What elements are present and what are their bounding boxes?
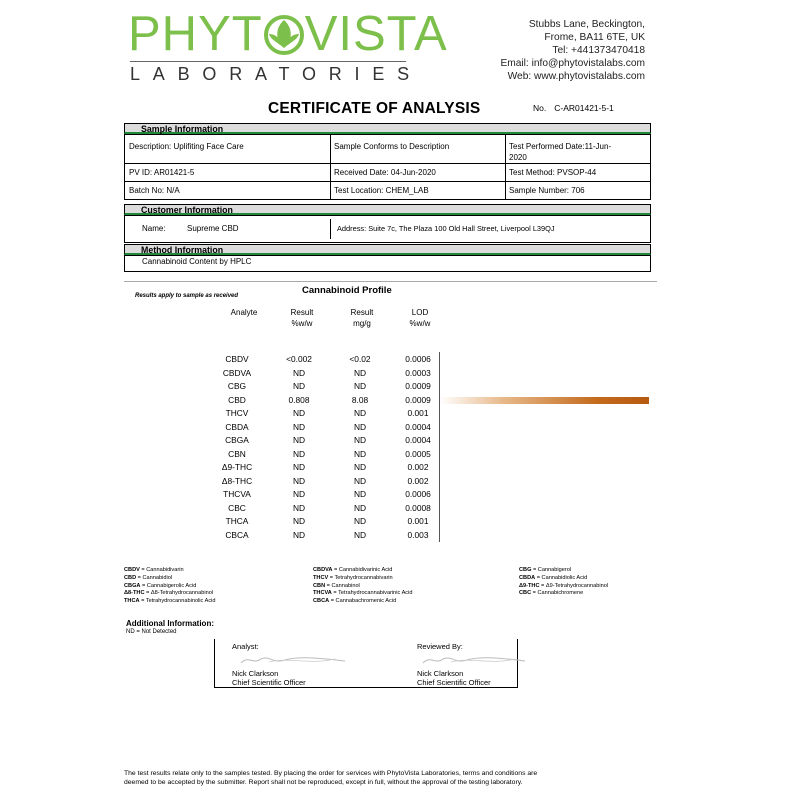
cell-lod: 0.002 (407, 462, 429, 472)
column-header-line: LOD (411, 308, 429, 317)
glossary-abbr: THCA (124, 598, 140, 605)
glossary-item (124, 583, 215, 591)
certificate-number-label: No. (533, 103, 547, 113)
cell-analyte: CBDV (225, 354, 249, 364)
contact-line: Email: info@phytovistalabs.com (500, 58, 645, 69)
cell-analyte: THCV (225, 408, 249, 418)
cell-pct: ND (292, 421, 306, 432)
glossary-item (124, 575, 215, 583)
cell-pct: 0.808 (288, 394, 310, 405)
contact-block (500, 18, 645, 83)
cell-analyte: CBGA (225, 435, 249, 445)
cell-mg: ND (353, 448, 367, 459)
table-divider (125, 181, 650, 182)
glossary-def: = Tetrahydrocannabivarinic Acid (331, 590, 413, 597)
glossary-def: = Cannabachromenic Acid (329, 598, 397, 605)
cell-analyte: Δ9-THC (221, 462, 253, 472)
glossary-abbr: CBCA (313, 598, 330, 605)
table-row (0, 475, 800, 487)
column-header-result-pct (280, 307, 324, 329)
cell-mg: 8.08 (351, 394, 369, 405)
reviewer-name: Nick Clarkson (417, 669, 464, 678)
cell-lod: 0.001 (407, 516, 429, 526)
glossary-abbr: CBDA (519, 574, 536, 581)
table-divider (125, 163, 650, 164)
glossary-abbr: CBDV (124, 567, 140, 573)
glossary-item (313, 567, 412, 575)
nd-note: ND = Not Detected (126, 629, 177, 635)
glossary-def: = Cannabidiol (136, 574, 173, 581)
glossary-col-2 (313, 567, 412, 606)
glossary-abbr: CBC (519, 590, 532, 597)
glossary-item (519, 583, 608, 591)
certificate-number (533, 103, 614, 113)
table-row (0, 488, 800, 500)
table-row (0, 529, 800, 541)
column-header-line: Result (290, 308, 314, 317)
cell-lod: 0.0004 (405, 421, 431, 432)
cell-analyte: CBN (228, 448, 246, 459)
separator-line (124, 281, 657, 282)
cell-mg: ND (353, 475, 367, 486)
table-row (0, 515, 800, 527)
method-info-heading: Method Information (124, 244, 651, 255)
cell-analyte: CBDVA (222, 367, 252, 378)
table-row (0, 421, 800, 433)
glossary-abbr: CBG (519, 567, 532, 573)
cell-lod: 0.001 (407, 408, 429, 418)
customer-info-heading: Customer Information (124, 204, 651, 215)
cell-analyte: THCVA (223, 489, 251, 499)
glossary-abbr: CBD (124, 574, 137, 581)
glossary-def: = Cannabinol (325, 582, 360, 589)
batch-number: Batch No: N/A (129, 186, 180, 195)
cell-pct: ND (292, 489, 306, 499)
footer-disclaimer (124, 769, 684, 787)
cell-pct: ND (292, 462, 306, 472)
method-info-box (124, 255, 651, 272)
column-header-line: Result (350, 308, 374, 317)
logo (128, 4, 448, 64)
cell-mg: ND (353, 381, 367, 391)
glossary-def: = Tetrahydrocannabivarin (328, 574, 393, 581)
glossary-def: = Tetrahydrocannabinolic Acid (139, 598, 216, 605)
glossary-item (313, 575, 412, 583)
footer-line: deemed to be accepted by the submitter. Report shall not be reproduced, except in full, without the approval of the testing laboratory. (124, 779, 523, 786)
logo-text-part2: VISTA (304, 7, 448, 61)
profile-title: Cannabinoid Profile (302, 285, 392, 296)
reviewer-title: Chief Scientific Officer (417, 678, 491, 687)
glossary-abbr: THCV (313, 574, 329, 581)
signature-box (214, 639, 518, 688)
column-header-line: %w/w (291, 319, 313, 328)
cell-mg: <0.02 (349, 354, 371, 364)
customer-info-table (124, 215, 651, 243)
column-header-result-mg (340, 307, 384, 329)
pv-id: PV ID: AR01421-5 (129, 168, 195, 177)
cell-mg: ND (353, 462, 367, 472)
cell-mg: ND (353, 529, 367, 540)
table-row (0, 407, 800, 419)
column-header-lod (398, 307, 442, 329)
cell-analyte: CBCA (225, 529, 249, 540)
customer-name: Supreme CBD (187, 224, 239, 233)
test-performed-date: Test Performed Date:11-Jun- (509, 142, 612, 151)
cell-lod: 0.0008 (405, 502, 431, 513)
sample-description: Description: Uplifiting Face Care (129, 142, 244, 151)
cell-analyte: THCA (225, 516, 249, 526)
cell-mg: ND (353, 367, 367, 378)
leaf-logo-icon (263, 10, 305, 54)
sample-info-heading: Sample Information (124, 123, 651, 134)
table-row (0, 394, 800, 406)
results-note: Results apply to sample as received (135, 293, 239, 299)
glossary-item (124, 598, 215, 606)
glossary-item (313, 590, 412, 598)
cell-mg: ND (353, 421, 367, 432)
glossary-def: = Cannabidivarinic Acid (332, 567, 393, 573)
glossary-abbr: CBGA (124, 582, 141, 589)
glossary-def: = Cannabigerol (531, 567, 572, 573)
contact-line: Web: www.phytovistalabs.com (507, 71, 645, 82)
cell-lod: 0.0009 (405, 394, 431, 405)
logo-divider (130, 61, 406, 62)
cell-lod: 0.0006 (405, 489, 431, 499)
test-method: Test Method: PVSOP-44 (509, 168, 597, 177)
contact-line: Stubbs Lane, Beckington, (528, 19, 645, 30)
cell-lod: 0.0009 (405, 381, 431, 391)
glossary-item (313, 598, 412, 606)
glossary-def: = Cannabigerolic Acid (140, 582, 197, 589)
cell-pct: ND (292, 435, 306, 445)
table-row (0, 448, 800, 460)
cell-lod: 0.0006 (405, 354, 431, 364)
glossary-col-1 (124, 567, 215, 606)
table-row (0, 434, 800, 446)
certificate-number-value: C-AR01421-5-1 (554, 103, 614, 113)
sample-info-table (124, 134, 651, 200)
glossary-abbr: CBN (313, 582, 326, 589)
analyst-signature-icon (239, 653, 349, 667)
cbd-bar (440, 397, 649, 404)
cell-pct: ND (292, 516, 306, 526)
cell-mg: ND (353, 408, 367, 418)
cell-mg: ND (353, 489, 367, 499)
table-row (0, 380, 800, 392)
sample-conforms: Sample Conforms to Description (334, 142, 450, 151)
contact-line: Tel: +441373470418 (552, 45, 645, 56)
cell-analyte: Δ8-THC (221, 475, 253, 486)
additional-info-heading: Additional Information: (126, 619, 214, 628)
cell-lod: 0.003 (407, 529, 429, 540)
column-header-line: %w/w (409, 319, 431, 328)
cell-pct: ND (292, 381, 306, 391)
logo-text-part1: PHYT (128, 7, 263, 61)
glossary-def: = Δ9-Tetrahydrocannabinol (539, 582, 609, 589)
glossary-item (124, 567, 215, 575)
cell-lod: 0.0004 (405, 435, 431, 445)
cell-analyte: CBG (227, 381, 247, 391)
cell-pct: ND (292, 475, 306, 486)
glossary-abbr: Δ8-THC (124, 590, 145, 597)
cell-analyte: CBDA (225, 421, 249, 432)
customer-address: Address: Suite 7c, The Plaza 100 Old Hall Street, Liverpool L39QJ (337, 224, 555, 233)
glossary-item (124, 590, 215, 598)
column-header-line: mg/g (353, 319, 371, 328)
glossary-item (519, 590, 608, 598)
reviewer-signature-icon (421, 653, 531, 667)
cell-mg: ND (353, 435, 367, 445)
cell-mg: ND (353, 516, 367, 526)
cell-lod: 0.0005 (405, 448, 431, 459)
cell-analyte: CBC (228, 502, 246, 513)
cell-pct: ND (292, 448, 306, 459)
glossary-def: = Cannabichromene (531, 590, 584, 597)
sample-number: Sample Number: 706 (509, 186, 585, 195)
column-header-analyte: Analyte (230, 308, 258, 317)
cell-pct: ND (292, 408, 306, 418)
cell-lod: 0.002 (407, 475, 429, 486)
test-location: Test Location: CHEM_LAB (334, 186, 429, 195)
logo-subtitle: LABORATORIES (130, 64, 422, 84)
cell-pct: <0.002 (286, 354, 312, 364)
glossary-def: = Cannabidivarin (139, 567, 184, 573)
table-divider (330, 219, 331, 239)
glossary-abbr: Δ9-THC (519, 582, 540, 589)
received-date: Received Date: 04-Jun-2020 (334, 168, 436, 177)
table-row (0, 502, 800, 514)
table-divider (505, 135, 506, 199)
table-divider (330, 135, 331, 199)
glossary-item (519, 567, 608, 575)
table-row (0, 353, 800, 365)
chart-axis (439, 352, 440, 542)
cell-lod: 0.0003 (405, 367, 431, 378)
cell-pct: ND (292, 367, 306, 378)
customer-name-label: Name: (142, 224, 166, 233)
glossary-item (313, 583, 412, 591)
table-row (0, 461, 800, 473)
contact-line: Frome, BA11 6TE, UK (544, 32, 645, 43)
cell-pct: ND (292, 502, 306, 513)
cell-analyte: CBD (228, 394, 246, 405)
glossary-def: = Δ8-Tetrahydrocannabinol (144, 590, 214, 597)
table-row (0, 367, 800, 379)
document-title: CERTIFICATE OF ANALYSIS (268, 100, 481, 117)
analyst-name: Nick Clarkson (232, 669, 279, 678)
glossary-item (519, 575, 608, 583)
analyst-label: Analyst: (232, 642, 259, 651)
reviewer-label: Reviewed By: (417, 642, 463, 651)
glossary-abbr: CBDVA (313, 567, 333, 573)
cell-mg: ND (353, 502, 367, 513)
glossary-col-3 (519, 567, 608, 598)
glossary-def: = Cannabidiolic Acid (535, 574, 588, 581)
footer-line: The test results relate only to the samples tested. By placing the order for services with PhytoVista Laboratories, terms and conditions are (124, 770, 538, 777)
method-text: Cannabinoid Content by HPLC (142, 257, 252, 266)
cell-pct: ND (292, 529, 306, 540)
test-performed-year: 2020 (509, 153, 527, 162)
glossary-abbr: THCVA (313, 590, 332, 597)
analyst-title: Chief Scientific Officer (232, 678, 306, 687)
